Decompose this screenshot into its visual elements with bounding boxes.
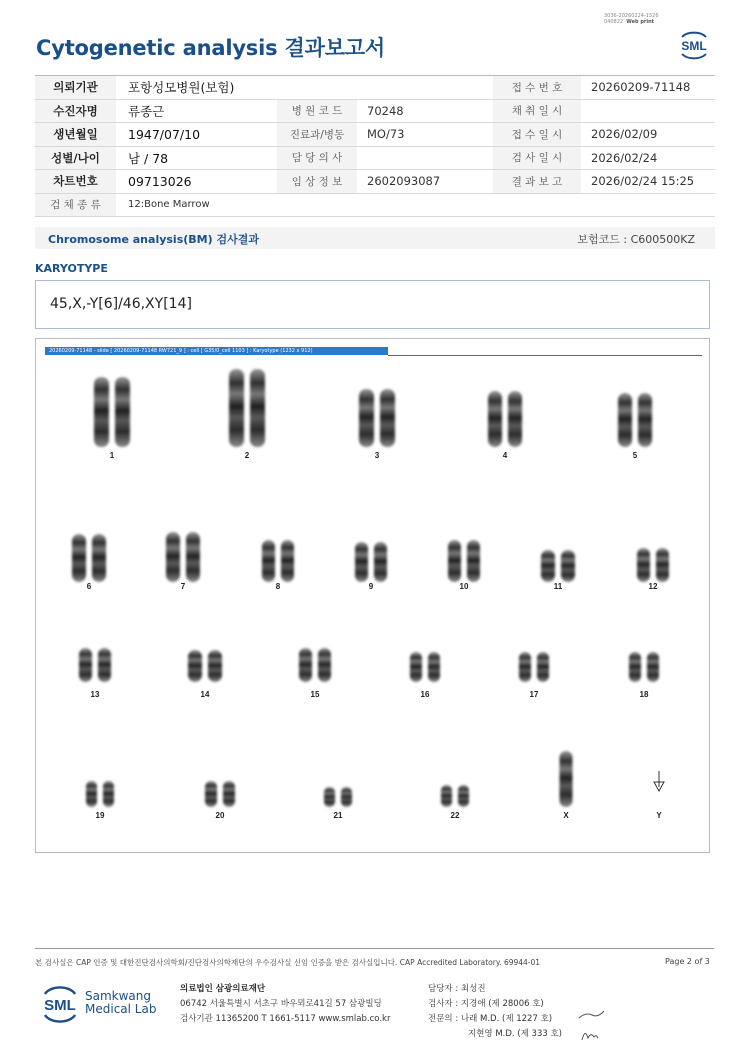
karyotype-value: 45,X,-Y[6]/46,XY[14] [50, 296, 192, 312]
chromosome-y [654, 771, 664, 820]
value-accession: 20260209-71148 [581, 76, 715, 100]
chromatid-12-2 [656, 548, 669, 582]
print-meta [604, 13, 659, 25]
label-birth-date: 생년월일 [35, 123, 116, 147]
patient-info-table [35, 75, 715, 217]
chromosome-label-1: 1 [109, 451, 115, 460]
chromatid-13-2 [98, 648, 111, 682]
footer-rule [35, 948, 714, 949]
chromosome-label-17: 17 [529, 690, 539, 699]
chromatid-4-2 [508, 391, 522, 447]
chromatid-3-2 [380, 389, 395, 447]
chromatid-6-1 [72, 534, 86, 582]
org-address: 06742 서울특별시 서초구 바우뫼로41길 57 삼광빌딩 [180, 999, 382, 1009]
chromosome-20 [205, 781, 235, 820]
chromosome-19 [86, 781, 114, 820]
sml-logo [676, 28, 712, 62]
value-specimen: 12:Bone Marrow [116, 193, 715, 217]
chromosome-label-7: 7 [180, 582, 186, 591]
chromosome-7 [166, 532, 200, 591]
chromatid-9-2 [374, 542, 387, 582]
chromatid-10-2 [467, 540, 480, 582]
chromosome-13 [79, 648, 111, 699]
karyogram-image [35, 338, 710, 853]
chromosome-label-4: 4 [502, 451, 508, 460]
chromatid-16-1 [410, 652, 422, 682]
chromatid-1-1 [94, 377, 109, 447]
chromosome-10 [448, 540, 480, 591]
section-title: Chromosome analysis(BM) 검사결과 [48, 233, 259, 246]
chromosome-x [560, 751, 573, 820]
info-row-sex [35, 146, 715, 170]
chromatid-2-2 [250, 369, 265, 447]
print-meta-id: 040822 [604, 19, 624, 25]
staff-specialist2: 지현영 M.D. (제 333 호) [468, 1029, 563, 1039]
value-chart-number: 09713026 [116, 170, 277, 194]
chromatid-14-2 [208, 650, 222, 682]
chromatid-2-1 [229, 369, 244, 447]
chromosome-15 [299, 648, 331, 699]
chromatid-16-2 [428, 652, 440, 682]
chromatid-9-1 [355, 542, 368, 582]
footer-logo-text: SML [44, 997, 76, 1014]
insurance-code: 보험코드 : C600500KZ [577, 233, 695, 246]
chromosome-label-6: 6 [86, 582, 92, 591]
chromatid-17-1 [519, 652, 531, 682]
label-clinical-info: 임 상 정 보 [277, 170, 357, 194]
chromosome-label-13: 13 [90, 690, 100, 699]
label-hospital-code: 병 원 코 드 [277, 99, 357, 123]
chromosome-9 [355, 542, 387, 591]
chromatid-x-1 [560, 751, 573, 807]
report-title: Cytogenetic analysis 결과보고서 [36, 36, 385, 60]
chromatid-19-2 [103, 781, 114, 807]
karyogram-drawing [36, 339, 711, 854]
chromosome-label-5: 5 [632, 451, 638, 460]
label-report-date: 결 과 보 고 [493, 170, 581, 194]
chromosome-18 [629, 652, 659, 699]
chromosome-label-10: 10 [459, 582, 469, 591]
chromatid-13-1 [79, 648, 92, 682]
chromatid-5-1 [618, 393, 632, 447]
chromosome-11 [541, 550, 575, 591]
chromosome-1 [94, 377, 130, 460]
chromatid-7-1 [166, 532, 180, 582]
chromosome-label-18: 18 [639, 690, 649, 699]
label-patient-name: 수진자명 [35, 99, 116, 123]
label-specimen: 검 체 종 류 [35, 193, 116, 217]
label-received-date: 접 수 일 시 [493, 123, 581, 147]
signature [576, 1008, 612, 1044]
brand-line2: Medical Lab [85, 1002, 157, 1016]
value-clinical-info: 2602093087 [357, 170, 493, 194]
label-chart-number: 차트번호 [35, 170, 116, 194]
label-physician: 담 당 의 사 [277, 146, 357, 170]
org-contact: 검사기관 11365200 T 1661-5117 www.smlab.co.kr [180, 1014, 391, 1024]
value-institution: 포항성모병원(보험) [116, 76, 493, 100]
page-number: Page 2 of 3 [665, 957, 710, 966]
chromatid-21-2 [341, 787, 352, 807]
chromosome-label-19: 19 [95, 811, 105, 820]
info-row-institution [35, 76, 715, 100]
chromatid-11-1 [541, 550, 555, 582]
chromatid-22-2 [458, 785, 469, 807]
chromosome-17 [519, 652, 549, 699]
chromosome-2 [229, 369, 265, 460]
staff-tester: 검사자 : 지경애 (제 28006 호) [428, 999, 544, 1009]
info-row-patient [35, 99, 715, 123]
chromosome-14 [188, 650, 222, 699]
certification-text: 본 검사실은 CAP 인증 및 대한진단검사의학회/진단검사의학재단의 우수검사실 신임 인증을 받은 검사실입니다. CAP Accredited Laboratory. 69944-01 [35, 958, 541, 967]
chromosome-label-21: 21 [333, 811, 343, 820]
chromatid-19-1 [86, 781, 97, 807]
label-accession: 접 수 번 호 [493, 76, 581, 100]
chromosome-label-11: 11 [553, 582, 563, 591]
result-section-bar [35, 227, 715, 249]
chromatid-8-2 [281, 540, 294, 582]
value-hospital-code: 70248 [357, 99, 493, 123]
label-institution: 의뢰기관 [35, 76, 116, 100]
value-test-date: 2026/02/24 [581, 146, 715, 170]
chromatid-4-1 [488, 391, 502, 447]
chromosome-6 [72, 534, 106, 591]
chromosome-label-8: 8 [275, 582, 281, 591]
value-birth-date: 1947/07/10 [116, 123, 277, 147]
chromatid-18-1 [629, 652, 641, 682]
chromosome-label-2: 2 [244, 451, 250, 460]
info-row-birth [35, 123, 715, 147]
chromosome-22 [441, 785, 469, 820]
chromatid-5-2 [638, 393, 652, 447]
chromosome-16 [410, 652, 440, 699]
chromatid-7-2 [186, 532, 200, 582]
value-patient-name: 류종근 [116, 99, 277, 123]
chromatid-6-2 [92, 534, 106, 582]
label-collection-date: 채 취 일 시 [493, 99, 581, 123]
chromatid-18-2 [647, 652, 659, 682]
chromatid-3-1 [359, 389, 374, 447]
chromosome-8 [262, 540, 294, 591]
chromatid-1-2 [115, 377, 130, 447]
brand-name [85, 990, 156, 1016]
chromatid-8-1 [262, 540, 275, 582]
value-received-date: 2026/02/09 [581, 123, 715, 147]
staff-charge: 담당자 : 최성진 [428, 984, 486, 994]
karyotype-box [35, 280, 710, 329]
info-row-specimen [35, 193, 715, 217]
chromosome-4 [488, 391, 522, 460]
print-meta-line2 [604, 19, 659, 25]
chromatid-11-2 [561, 550, 575, 582]
sml-footer-logo [38, 983, 82, 1025]
organization-info [180, 982, 390, 1027]
chromosome-label-y: Y [656, 811, 662, 820]
chromosome-label-20: 20 [215, 811, 225, 820]
org-name: 의료법인 삼광의료재단 [180, 984, 266, 994]
chromatid-20-1 [205, 781, 217, 807]
chromosome-label-3: 3 [374, 451, 380, 460]
info-row-chart [35, 170, 715, 194]
value-physician [357, 146, 493, 170]
chromosome-label-9: 9 [368, 582, 374, 591]
chromatid-20-2 [223, 781, 235, 807]
chromatid-14-1 [188, 650, 202, 682]
print-meta-label: Web print [626, 19, 655, 25]
chromatid-15-2 [318, 648, 331, 682]
value-report-date: 2026/02/24 15:25 [581, 170, 715, 194]
brand-line1: Samkwang [85, 989, 151, 1003]
chromosome-12 [637, 548, 669, 591]
chromatid-15-1 [299, 648, 312, 682]
chromatid-22-1 [441, 785, 452, 807]
print-meta-line1: 3036-20260224-1526 [604, 13, 659, 19]
image-header-rule [388, 355, 702, 356]
chromosome-label-16: 16 [420, 690, 430, 699]
chromatid-10-1 [448, 540, 461, 582]
chromosome-label-12: 12 [648, 582, 658, 591]
staff-specialist1: 전문의 : 나래 M.D. (제 1227 호) [428, 1014, 553, 1024]
chromosome-21 [324, 787, 352, 820]
chromosome-3 [359, 389, 395, 460]
chromosome-label-22: 22 [450, 811, 460, 820]
logo-text: SML [681, 39, 707, 53]
value-collection-date [581, 99, 715, 123]
chromatid-21-1 [324, 787, 335, 807]
value-department: MO/73 [357, 123, 493, 147]
chromosome-label-14: 14 [200, 690, 210, 699]
missing-y-arrow-icon [654, 771, 664, 791]
label-department: 진료과/병동 [277, 123, 357, 147]
chromosome-label-15: 15 [310, 690, 320, 699]
chromosome-5 [618, 393, 652, 460]
chromosome-label-x: X [563, 811, 569, 820]
label-test-date: 검 사 일 시 [493, 146, 581, 170]
chromatid-17-2 [537, 652, 549, 682]
label-sex-age: 성별/나이 [35, 146, 116, 170]
karyotype-label: KARYOTYPE [35, 262, 108, 275]
value-sex-age: 남 / 78 [116, 146, 277, 170]
staff-info [428, 982, 562, 1042]
image-header: 20260209-71148 - slide [ 20260209-71148 RW721_9 ] : cell [ G35/0_cell 1103 ] : Karyotype (1232 x 912) [45, 347, 388, 355]
chromatid-12-1 [637, 548, 650, 582]
